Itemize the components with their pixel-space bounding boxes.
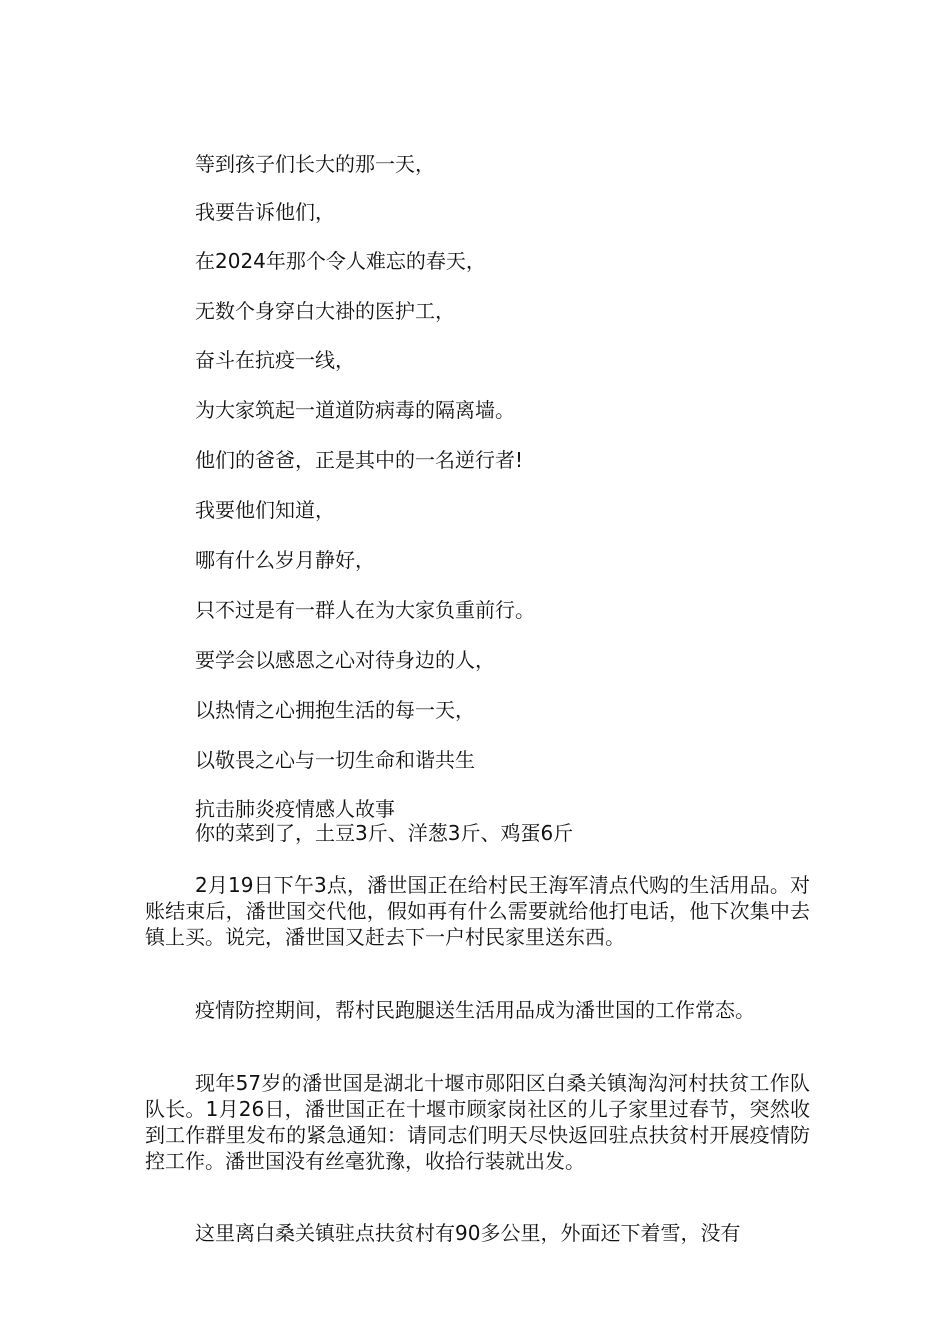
poem-line: 奋斗在抗疫一线， [195, 348, 355, 372]
poem-line: 哪有什么岁月静好， [195, 548, 375, 572]
article-subtitle: 你的菜到了，土豆3斤、洋葱3斤、鸡蛋6斤 [195, 821, 574, 845]
article-title: 抗击肺炎疫情感人故事 [195, 797, 395, 821]
article-paragraph: 疫情防控期间，帮村民跑腿送生活用品成为潘世国的工作常态。 [195, 998, 755, 1022]
poem-line: 以敬畏之心与一切生命和谐共生 [195, 748, 475, 772]
poem-line: 无数个身穿白大褂的医护工， [195, 299, 455, 323]
poem-line: 他们的爸爸，正是其中的一名逆行者! [195, 448, 524, 472]
article-paragraph: 这里离白桑关镇驻点扶贫村有90多公里，外面还下着雪，没有 [195, 1221, 741, 1245]
poem-line: 要学会以感恩之心对待身边的人， [195, 648, 495, 672]
article-paragraph: 现年57岁的潘世国是湖北十堰市郧阳区白桑关镇淘沟河村扶贫工作队队长。1月26日，潘世国正在十堰市顾家岗社区的儿子家里过春节，突然收到工作群里发布的紧急通知：请同志们明天尽快返回驻点扶贫村开展疫情防控工作。潘世国没有丝毫犹豫，收拾行装就出发。 [145, 1071, 810, 1173]
poem-line: 在2024年那个令人难忘的春天， [195, 249, 486, 273]
poem-line: 等到孩子们长大的那一天， [195, 152, 435, 176]
poem-line: 我要他们知道， [195, 498, 335, 522]
article-paragraph: 2月19日下午3点，潘世国正在给村民王海军清点代购的生活用品。对账结束后，潘世国交代他，假如再有什么需要就给他打电话，他下次集中去镇上买。说完，潘世国又赶去下一户村民家里送东西。 [145, 873, 810, 949]
poem-line: 为大家筑起一道道防病毒的隔离墙。 [195, 398, 515, 422]
poem-line: 只不过是有一群人在为大家负重前行。 [195, 598, 535, 622]
poem-line: 我要告诉他们， [195, 200, 335, 224]
poem-line: 以热情之心拥抱生活的每一天， [195, 698, 475, 722]
